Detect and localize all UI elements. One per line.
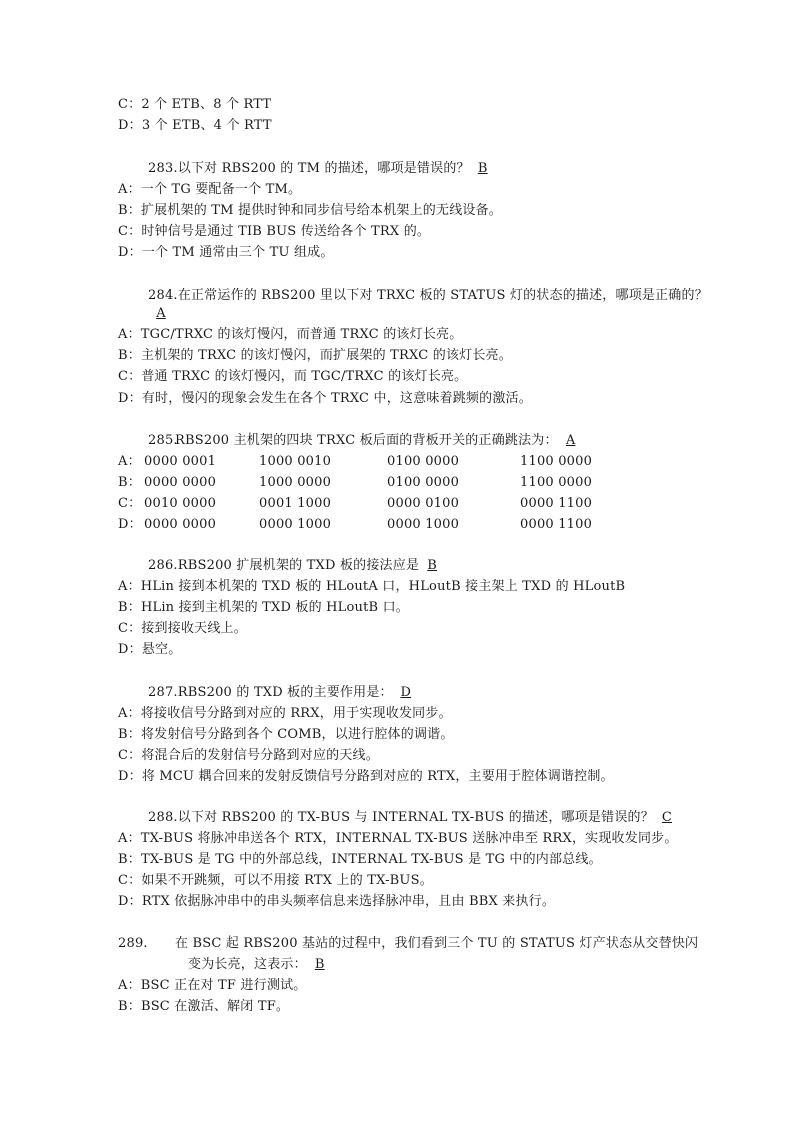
option-a: A：TGC/TRXC 的该灯慢闪，而普通 TRXC 的该灯长亮。 (118, 327, 463, 342)
option-c: C：时钟信号是通过 TIB BUS 传送给各个 TRX 的。 (118, 224, 431, 239)
row-label: D： (118, 517, 142, 532)
table-cell: 0100 0000 (387, 454, 460, 469)
question-289-number: 289. (118, 936, 148, 951)
option-line: D：3 个 ETB、4 个 RTT (118, 118, 272, 133)
option-b: B：主机架的 TRXC 的该灯慢闪，而扩展架的 TRXC 的该灯长亮。 (118, 348, 512, 363)
question-text: 286.RBS200 扩展机架的 TXD 板的接法应是 (148, 558, 420, 573)
answer-mark: C (661, 810, 673, 825)
option-d: D：有时，慢闪的现象会发生在各个 TRXC 中，这意味着跳频的激活。 (118, 391, 532, 406)
option-a: A：一个 TG 要配备一个 TM。 (118, 182, 302, 197)
question-text: 288.以下对 RBS200 的 TX-BUS 与 INTERNAL TX-BUS 的描述，哪项是错误的？ (148, 810, 654, 825)
table-cell: 0000 0000 (144, 475, 217, 490)
option-c: C：如果不开跳频，可以不用接 RTX 上的 TX-BUS。 (118, 873, 433, 888)
option-d: D：一个 TM 通常由三个 TU 组成。 (118, 245, 334, 260)
option-b: B：HLin 接到主机架的 TXD 板的 HLoutB 口。 (118, 600, 410, 615)
option-b: B：TX-BUS 是 TG 中的外部总线，INTERNAL TX-BUS 是 TG 中的内部总线。 (118, 852, 602, 867)
option-d: D：悬空。 (118, 642, 182, 657)
question-286 (148, 557, 445, 575)
option-b: B：将发射信号分路到各个 COMB，以进行腔体的调谐。 (118, 727, 454, 742)
table-cell: 0000 0001 (144, 454, 217, 469)
option-d: D：RTX 依据脉冲串中的串头频率信息来选择脉冲串，且由 BBX 来执行。 (118, 894, 556, 909)
answer-mark: B (314, 957, 325, 972)
table-cell: 0000 0100 (387, 496, 460, 511)
option-b: B：BSC 在激活、解闭 TF。 (118, 999, 290, 1014)
table-cell: 0100 0000 (387, 475, 460, 490)
answer-mark: A (156, 306, 166, 321)
question-285-text (175, 432, 584, 450)
question-284-answer-line (148, 305, 174, 323)
table-cell: 0000 1100 (520, 517, 593, 532)
answer-mark: D (400, 685, 412, 700)
option-a: A：TX-BUS 将脉冲串送各个 RTX，INTERNAL TX-BUS 送脉冲串至 RRX，实现收发同步。 (118, 831, 678, 846)
option-line: C：2 个 ETB、8 个 RTT (118, 97, 272, 112)
answer-mark: B (477, 161, 488, 176)
question-284: 284.在正常运作的 RBS200 里以下对 TRXC 板的 STATUS 灯的状态的描述，哪项是正确的？ (148, 288, 708, 303)
question-285 (148, 432, 178, 450)
option-c: C：普通 TRXC 的该灯慢闪，而 TGC/TRXC 的该灯长亮。 (118, 369, 468, 384)
question-text: RBS200 主机架的四块 TRXC 板后面的背板开关的正确跳法为： (175, 433, 558, 448)
table-cell: 1000 0010 (259, 454, 332, 469)
question-289: 在 BSC 起 RBS200 基站的过程中，我们看到三个 TU 的 STATUS 灯产状态从交替快闪 (175, 936, 699, 951)
question-text: 变为长亮，这表示： (188, 957, 307, 972)
row-label: A： (118, 454, 141, 469)
question-288 (148, 809, 680, 827)
question-number: 285. (148, 433, 178, 448)
table-cell: 0000 1000 (259, 517, 332, 532)
option-b: B：扩展机架的 TM 提供时钟和同步信号给本机架上的无线设备。 (118, 203, 503, 218)
table-cell: 1100 0000 (520, 475, 593, 490)
option-a: A：BSC 正在对 TF 进行测试。 (118, 978, 307, 993)
table-cell: 0000 1000 (387, 517, 460, 532)
row-label: B： (118, 475, 141, 490)
table-cell: 0000 1100 (520, 496, 593, 511)
question-text: 287.RBS200 的 TXD 板的主要作用是： (148, 685, 393, 700)
question-text: 283.以下对 RBS200 的 TM 的描述，哪项是错误的？ (148, 161, 470, 176)
table-cell: 0000 0000 (144, 517, 217, 532)
option-c: C：将混合后的发射信号分路到对应的天线。 (118, 748, 379, 763)
option-d: D：将 MCU 耦合回来的发射反馈信号分路到对应的 RTX，主要用于腔体调谐控制。 (118, 769, 614, 784)
table-cell: 0010 0000 (144, 496, 217, 511)
option-a: A：HLin 接到本机架的 TXD 板的 HLoutA 口，HLoutB 接主架上 TXD 的 HLoutB (118, 579, 626, 594)
option-c: C：接到接收天线上。 (118, 621, 247, 636)
question-287 (148, 684, 419, 702)
question-283 (148, 160, 496, 178)
table-cell: 1100 0000 (520, 454, 593, 469)
answer-mark: A (565, 433, 576, 448)
row-label: C： (118, 496, 142, 511)
answer-mark: B (427, 558, 438, 573)
question-289-continued (188, 956, 333, 974)
table-cell: 1000 0000 (259, 475, 332, 490)
table-cell: 0001 1000 (259, 496, 332, 511)
option-a: A：将接收信号分路到对应的 RRX，用于实现收发同步。 (118, 706, 452, 721)
